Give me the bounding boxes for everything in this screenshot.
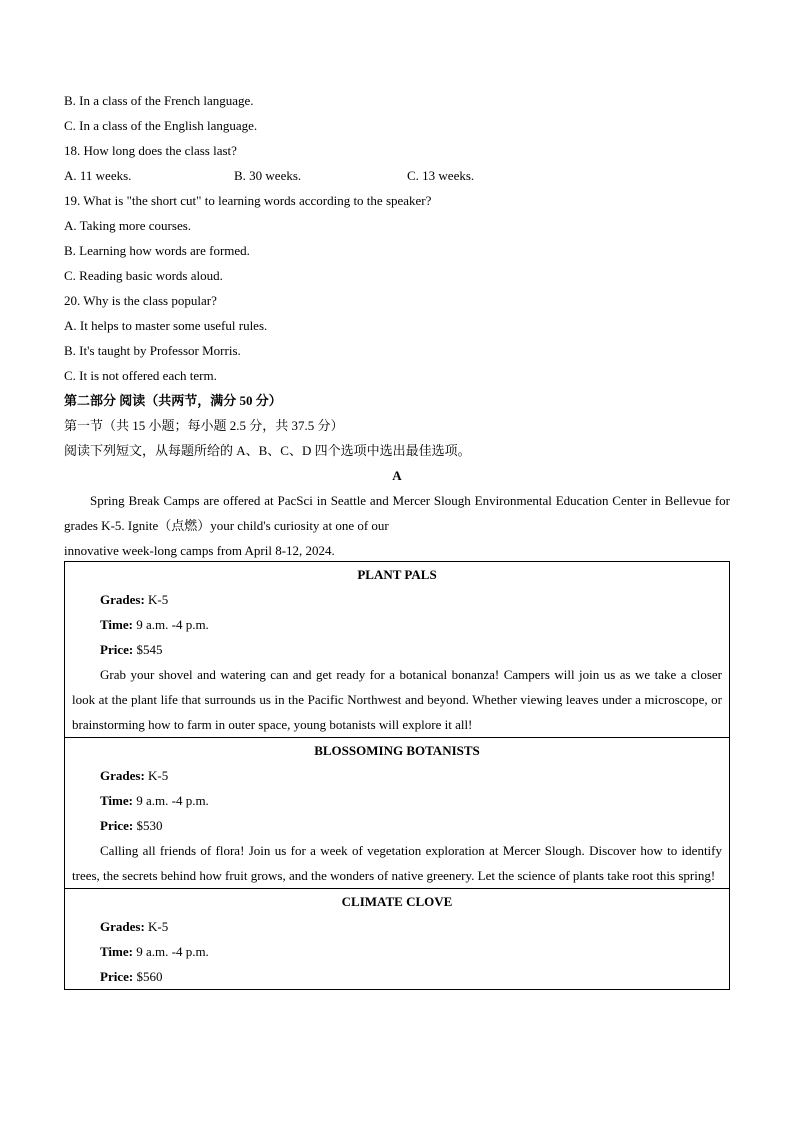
grades-label: Grades: bbox=[100, 919, 145, 934]
q17-option-b: B. In a class of the French language. bbox=[64, 93, 254, 108]
grades-value: K-5 bbox=[144, 919, 169, 934]
q19-option-b: B. Learning how words are formed. bbox=[64, 243, 250, 258]
q18-option-b: B. 30 weeks. bbox=[234, 168, 302, 183]
passage-intro: Spring Break Camps are offered at PacSci in Seattle and Mercer Slough Environmental Education Center in Bellevue for grades K-5. Ignite（点燃）your child's curiosity at one of our bbox=[64, 493, 730, 533]
page-content bbox=[64, 88, 730, 563]
camp-title: PLANT PALS bbox=[357, 567, 437, 582]
camp-grades bbox=[72, 587, 722, 612]
passage-label: A bbox=[392, 468, 402, 483]
reading-instruction: 阅读下列短文，从每题所给的 A、B、C、D 四个选项中选出最佳选项。 bbox=[64, 443, 471, 458]
camp-price bbox=[72, 813, 722, 838]
grades-value: K-5 bbox=[144, 592, 169, 607]
q19-option-a: A. Taking more courses. bbox=[64, 218, 192, 233]
time-label: Time: bbox=[100, 793, 133, 808]
camp-cell bbox=[65, 738, 730, 889]
time-label: Time: bbox=[100, 617, 133, 632]
price-value: $530 bbox=[133, 818, 163, 833]
price-label: Price: bbox=[100, 642, 134, 657]
q18-question: 18. How long does the class last? bbox=[64, 143, 237, 158]
camp-title: BLOSSOMING BOTANISTS bbox=[314, 743, 480, 758]
subsection-heading: 第一节（共 15 小题；每小题 2.5 分，共 37.5 分） bbox=[64, 418, 344, 433]
time-value: 9 a.m. -4 p.m. bbox=[132, 617, 209, 632]
camp-time bbox=[72, 939, 722, 964]
time-value: 9 a.m. -4 p.m. bbox=[132, 793, 209, 808]
camp-cell bbox=[65, 562, 730, 738]
camp-row bbox=[65, 738, 730, 889]
camp-price bbox=[72, 964, 722, 989]
q18-option-a: A. 11 weeks. bbox=[64, 168, 132, 183]
price-value: $560 bbox=[133, 969, 163, 984]
q19-option-c: C. Reading basic words aloud. bbox=[64, 268, 223, 283]
q18-option-c: C. 13 weeks. bbox=[407, 168, 475, 183]
time-value: 9 a.m. -4 p.m. bbox=[132, 944, 209, 959]
q20-option-b: B. It's taught by Professor Morris. bbox=[64, 343, 241, 358]
camp-price bbox=[72, 637, 722, 662]
camp-time bbox=[72, 612, 722, 637]
camp-time bbox=[72, 788, 722, 813]
q17-option-c: C. In a class of the English language. bbox=[64, 118, 258, 133]
camp-cell bbox=[65, 889, 730, 990]
price-label: Price: bbox=[100, 969, 134, 984]
price-value: $545 bbox=[133, 642, 163, 657]
camp-description: Grab your shovel and watering can and get ready for a botanical bonanza! Campers will join us as we take a closer look at the plant life that surrounds us in the Pacific Northwest and beyond. Whether viewing leaves under a microscope, or brainstorming how to farm in outer space, young botanists will explore it all! bbox=[72, 667, 722, 732]
section-heading: 第二部分 阅读（共两节，满分 50 分） bbox=[64, 393, 282, 408]
camps-table bbox=[64, 561, 730, 990]
grades-label: Grades: bbox=[100, 768, 145, 783]
grades-label: Grades: bbox=[100, 592, 145, 607]
q20-option-a: A. It helps to master some useful rules. bbox=[64, 318, 268, 333]
q19-question: 19. What is "the short cut" to learning words according to the speaker? bbox=[64, 193, 432, 208]
camp-grades bbox=[72, 914, 722, 939]
camp-row bbox=[65, 889, 730, 990]
camp-row bbox=[65, 562, 730, 738]
camp-grades bbox=[72, 763, 722, 788]
q20-option-c: C. It is not offered each term. bbox=[64, 368, 217, 383]
grades-value: K-5 bbox=[144, 768, 169, 783]
q20-question: 20. Why is the class popular? bbox=[64, 293, 217, 308]
q18-options bbox=[64, 163, 730, 188]
price-label: Price: bbox=[100, 818, 134, 833]
time-label: Time: bbox=[100, 944, 133, 959]
passage-intro-end: innovative week-long camps from April 8-12, 2024. bbox=[64, 543, 335, 558]
camp-title: CLIMATE CLOVE bbox=[341, 894, 453, 909]
camp-description: Calling all friends of flora! Join us for a week of vegetation exploration at Mercer Slough. Discover how to identify trees, the secrets behind how fruit grows, and the wonders of native greenery. Let the science of plants take root this spring! bbox=[72, 843, 722, 883]
